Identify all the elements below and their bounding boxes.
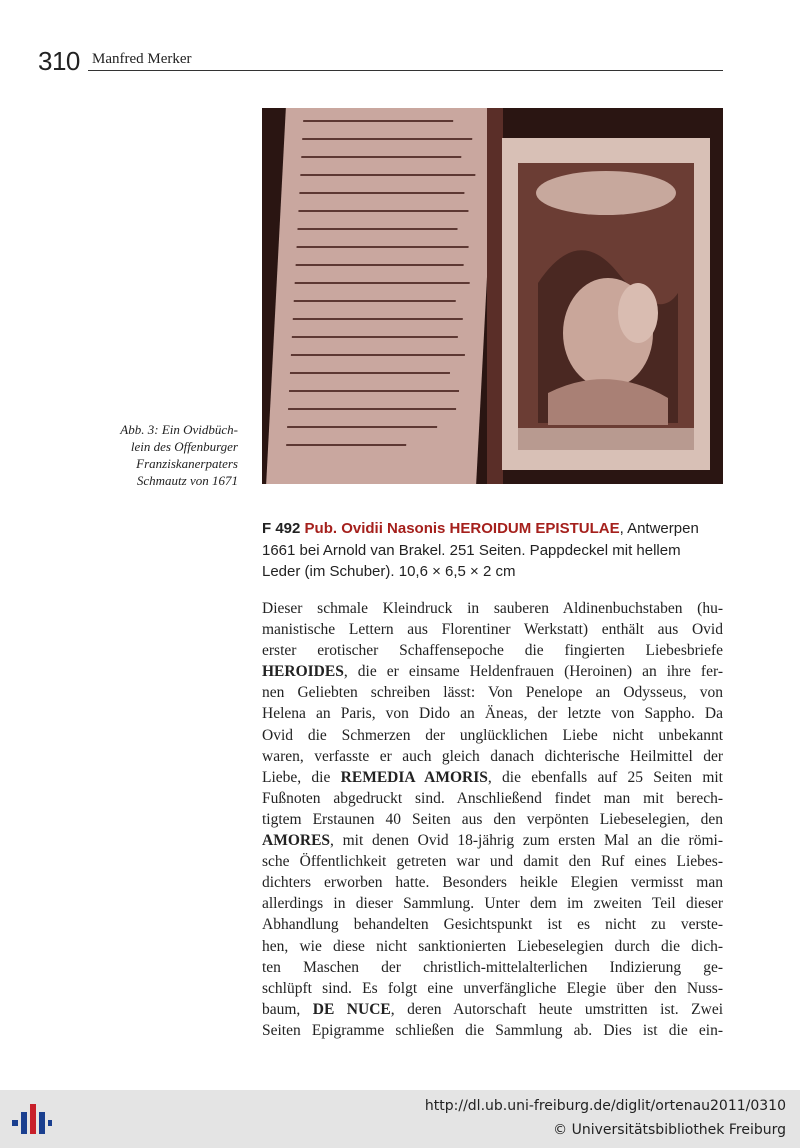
frontispiece-engraving [518,163,694,433]
catalog-entry: F 492 Pub. Ovidii Nasonis HEROIDUM EPISTULAE, Antwerpen 1661 bei Arnold van Brakel. 251 Seiten. Pappdeckel mit hellem Leder (im Schuber). 10,6 × 6,5 × 2 cm [262,520,699,580]
running-head: Manfred Merker [92,51,192,67]
library-logo-icon [12,1100,52,1138]
header-rule [88,70,723,71]
copyright-notice: © Universitätsbibliothek Freiburg [553,1122,786,1138]
body-paragraph: Dieser schmale Kleindruck in sauberen Aldinenbuchstaben (hu- manistische Lettern aus Florentiner Werkstatt) enthält aus Ovid erster erotischer Schaffensepoche die fingierten Liebesbriefe HEROIDES, die er einsame Heldenfrauen (Heroinen) an ihre fer- nen Geliebten schreiben lässt: Von Penelope an Odysseus, von Helena an Paris, von Dido an Äneas, der letzte von Sappho. Da Ovid die Schmerzen der unglücklichen Liebe nicht unbekannt waren, verfasste er auch gleich danach dichterische Heilmittel der Liebe, die REMEDIA AMORIS, die ebenfalls auf 25 Seiten mit Fußnoten abgedruckt sind. Anschließend findet man mit berech- tigtem Erstaunen 40 Seiten aus den verpönten Liebeselegien, den AMORES, mit denen Ovid 18-jährig zum ersten Mal an die römi- sche Öffentlichkeit getreten war und damit den Ruf eines Liebes- dichters erworben hatte. Besonders heikle Elegien vermisst man allerdings in dieser Sammlung. Unter dem im zweiten Teil dieser Abhandlung behandelten Gesichtspunkt ist es nicht zu verste- hen, wie diese nicht sanktionierten Liebeselegien durch die dich- ten Maschen der christlich-mittelalterlichen Indizierung ge- schlüpft sind. Es folgt eine unverfängliche Elegie über den Nuss- baum, DE NUCE, deren Autorschaft heute umstritten ist. Zwei Seiten Epigramme schließen die Sammlung ab. Dies ist die ein- [262,600,724,1039]
footer-bar [0,1090,800,1148]
entry-id: F 492 [262,520,301,537]
book-photo [262,108,723,484]
entry-title: Pub. Ovidii Nasonis HEROIDUM EPISTULAE [304,520,620,537]
engraving-illustration [518,163,694,433]
imprint-band [518,428,694,450]
source-url-link[interactable]: http://dl.ub.uni-freiburg.de/diglit/ortenau2011/0310 [424,1098,786,1114]
figure-caption: Abb. 3: Ein Ovidbüch- lein des Offenburger Franziskanerpaters Schmautz von 1671 [120,422,238,488]
page-number: 310 [38,46,80,76]
handwritten-page [266,108,496,484]
book-spine [487,108,503,484]
